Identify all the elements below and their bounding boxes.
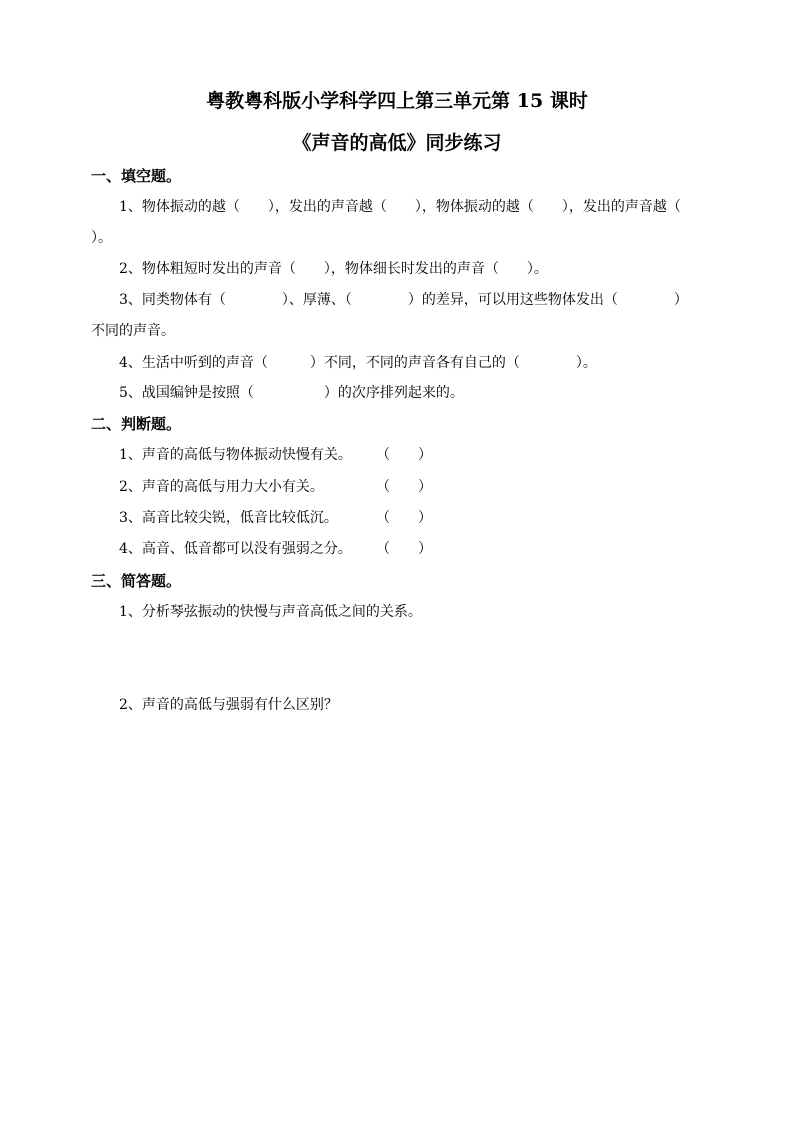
answer-blank-tf-1: （ ） — [376, 447, 432, 463]
question-fill-3-line1: 3、同类物体有（ ）、厚薄、（ ）的差异，可以用这些物体发出（ ） — [119, 292, 688, 308]
question-short-2: 2、声音的高低与强弱有什么区别？ — [119, 697, 338, 713]
question-short-1: 1、分析琴弦振动的快慢与声音高低之间的关系。 — [119, 604, 422, 620]
section-heading-fill-in: 一、填空题。 — [91, 167, 182, 185]
question-fill-3-line2: 不同的声音。 — [91, 323, 175, 339]
answer-blank-tf-2: （ ） — [376, 479, 432, 495]
question-fill-1-line2: ）。 — [91, 230, 112, 246]
question-tf-1: 1、声音的高低与物体振动快慢有关。 — [119, 447, 352, 463]
question-fill-1-line1: 1、物体振动的越（ ），发出的声音越（ ），物体振动的越（ ），发出的声音越（ — [119, 199, 681, 215]
question-tf-2: 2、声音的高低与用力大小有关。 — [119, 479, 324, 495]
section-heading-short-answer: 三、简答题。 — [91, 572, 182, 590]
document-subtitle: 《声音的高低》同步练习 — [292, 132, 502, 154]
question-tf-3: 3、高音比较尖锐，低音比较低沉。 — [119, 510, 338, 526]
section-heading-true-false: 二、判断题。 — [91, 415, 182, 433]
question-fill-4: 4、生活中听到的声音（ ）不同，不同的声音各有自己的（ ）。 — [119, 355, 597, 371]
question-fill-2: 2、物体粗短时发出的声音（ ），物体细长时发出的声音（ ）。 — [119, 261, 548, 277]
answer-blank-tf-4: （ ） — [376, 541, 432, 557]
answer-blank-tf-3: （ ） — [376, 510, 432, 526]
document-title: 粤教粤科版小学科学四上第三单元第 15 课时 — [206, 90, 588, 112]
question-fill-5: 5、战国编钟是按照（ ）的次序排列起来的。 — [119, 385, 464, 401]
question-tf-4: 4、高音、低音都可以没有强弱之分。 — [119, 541, 352, 557]
